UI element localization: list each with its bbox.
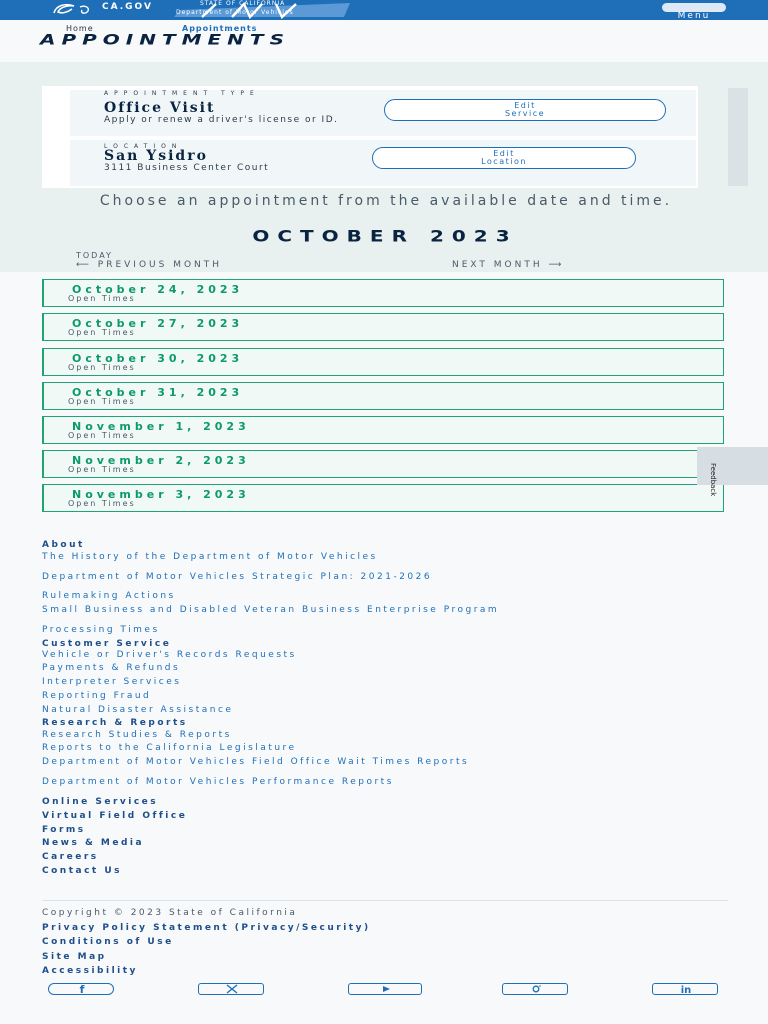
footer-link[interactable]: Department of Motor Vehicles Strategic Plan: 2021-2026 [42, 572, 433, 582]
date-title: October 31, 2023 [72, 386, 244, 399]
instagram-icon[interactable] [502, 983, 568, 995]
footer-link[interactable]: Vehicle or Driver's Records Requests [42, 650, 297, 660]
location-label: LOCATION [104, 143, 183, 150]
breadcrumb-current: Appointments [182, 24, 258, 33]
footer-link[interactable]: Rulemaking Actions [42, 591, 176, 601]
appointment-type-description: Apply or renew a driver's license or ID. [104, 115, 339, 125]
footer-heading-about[interactable]: About [42, 540, 85, 550]
location-row [70, 140, 696, 186]
breadcrumb-home[interactable]: Home [66, 24, 94, 33]
menu-label: Menu [677, 11, 711, 21]
location-address: 3111 Business Center Court [104, 163, 270, 173]
footer-link[interactable]: The History of the Department of Motor Vehicles [42, 552, 378, 562]
footer-heading-forms[interactable]: Forms [42, 825, 86, 835]
footer-heading-online-services[interactable]: Online Services [42, 797, 159, 807]
date-option[interactable] [42, 416, 724, 444]
date-title: November 2, 2023 [72, 454, 250, 467]
footer-link[interactable]: Interpreter Services [42, 677, 182, 687]
footer-heading-careers[interactable]: Careers [42, 852, 99, 862]
date-subtitle: Open Times [68, 363, 136, 372]
date-subtitle: Open Times [68, 499, 136, 508]
linkedin-icon[interactable] [652, 983, 718, 995]
previous-month-button[interactable] [76, 260, 222, 270]
date-title: October 27, 2023 [72, 317, 244, 330]
ca-gov-text: CA.GOV [102, 2, 153, 12]
previous-month-label: PREVIOUS MONTH [97, 260, 223, 270]
conditions-link[interactable]: Conditions of Use [42, 937, 174, 947]
footer-link[interactable]: Natural Disaster Assistance [42, 705, 234, 715]
footer-link[interactable]: Payments & Refunds [42, 663, 181, 673]
feedback-label: Feedback [709, 463, 717, 497]
footer-link[interactable]: Department of Motor Vehicles Performance Reports [42, 777, 394, 787]
edit-location-button[interactable]: Edit Location [372, 147, 636, 169]
footer-link[interactable]: Reporting Fraud [42, 691, 152, 701]
footer-link[interactable]: Research Studies & Reports [42, 730, 232, 740]
footer-heading-customer-service[interactable]: Customer Service [42, 639, 172, 649]
privacy-link[interactable]: Privacy Policy Statement (Privacy/Security) [42, 923, 371, 933]
arrow-left-icon: ⟵ [76, 260, 98, 270]
svg-text:f: f [79, 984, 85, 994]
date-option[interactable] [42, 279, 724, 307]
footer-link[interactable]: Department of Motor Vehicles Field Office Wait Times Reports [42, 757, 470, 767]
page-title: APPOINTMENTS [40, 31, 290, 48]
footer-heading-virtual-office[interactable]: Virtual Field Office [42, 811, 188, 821]
footer-heading-research[interactable]: Research & Reports [42, 718, 188, 728]
copyright-text: Copyright © 2023 State of California [42, 908, 298, 918]
date-subtitle: Open Times [68, 328, 136, 337]
arrow-right-icon: ⟶ [542, 260, 565, 270]
date-subtitle: Open Times [68, 465, 136, 474]
footer-heading-news[interactable]: News & Media [42, 838, 145, 848]
location-value: San Ysidro [104, 148, 208, 164]
appointment-summary [42, 86, 698, 188]
date-option[interactable] [42, 450, 724, 478]
footer-link[interactable]: Reports to the California Legislature [42, 743, 297, 753]
svg-text:in: in [680, 985, 692, 994]
date-title: November 3, 2023 [72, 488, 250, 501]
menu-button[interactable] [662, 3, 726, 21]
youtube-icon[interactable] [348, 983, 422, 995]
date-option[interactable] [42, 484, 724, 512]
next-month-label: NEXT MONTH [452, 260, 543, 270]
date-subtitle: Open Times [68, 431, 136, 440]
top-bar [0, 0, 768, 20]
feedback-tab[interactable] [697, 447, 768, 497]
date-option[interactable] [42, 313, 724, 341]
accessibility-link[interactable]: Accessibility [42, 966, 138, 976]
facebook-icon[interactable] [48, 983, 114, 995]
date-title: November 1, 2023 [72, 420, 250, 433]
footer-divider [42, 900, 728, 901]
appointment-type-row [70, 90, 696, 136]
footer-heading-contact[interactable]: Contact Us [42, 866, 123, 876]
calendar-instructions: Choose an appointment from the available date and time. [99, 193, 673, 209]
date-title: October 30, 2023 [72, 352, 244, 365]
date-option[interactable] [42, 382, 724, 410]
appointment-type-value: Office Visit [104, 100, 216, 116]
dmv-state-text: STATE OF CALIFORNIA [200, 0, 286, 7]
footer-link[interactable]: Processing Times [42, 625, 160, 635]
date-option[interactable] [42, 348, 724, 376]
x-icon[interactable] [198, 983, 264, 995]
date-subtitle: Open Times [68, 294, 136, 303]
edit-service-button[interactable]: Edit Service [384, 99, 666, 121]
dmv-department-text: Department of Motor Vehicles [176, 9, 294, 16]
hero-side-panel [728, 88, 748, 186]
today-label: TODAY [76, 251, 113, 260]
appointment-type-label: APPOINTMENT TYPE [104, 90, 260, 97]
sitemap-link[interactable]: Site Map [42, 952, 107, 962]
next-month-button[interactable] [452, 260, 564, 270]
month-title: OCTOBER 2023 [252, 226, 518, 246]
footer-link[interactable]: Small Business and Disabled Veteran Business Enterprise Program [42, 605, 500, 615]
date-subtitle: Open Times [68, 397, 136, 406]
date-title: October 24, 2023 [72, 283, 244, 296]
